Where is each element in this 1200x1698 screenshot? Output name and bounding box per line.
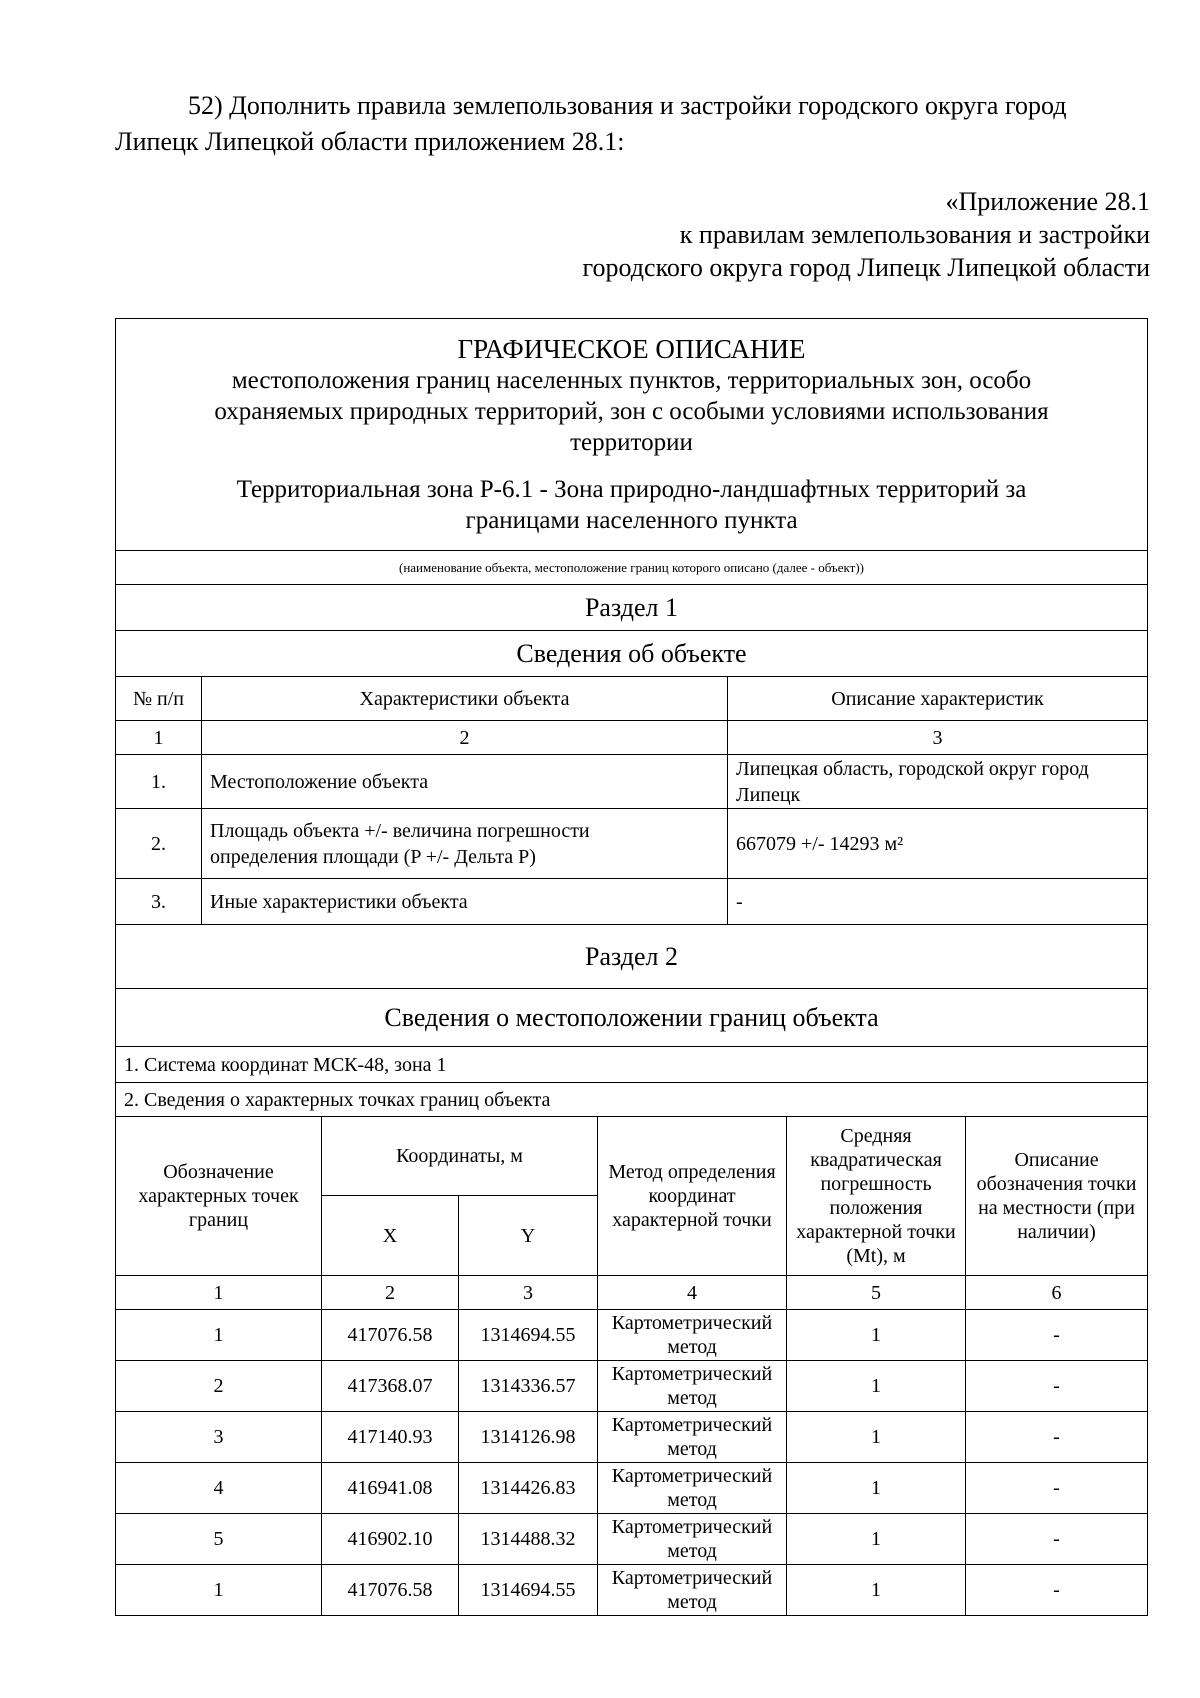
point-mt: 1 [787,1514,966,1565]
zone-name: Территориальная зона Р-6.1 - Зона природно-ландшафтных территорий за границами населенного пункта [236,476,1027,534]
point-method: Картометрический метод [598,1412,787,1463]
col-header-method: Метод определения координат характерной точки [598,1117,787,1276]
document-description: местоположения границ населенных пунктов, территориальных зон, особо охраняемых природных территорий, зон с особыми условиями использования территории [214,367,1049,456]
appendix-line-3: городского округа город Липецк Липецкой области [582,253,1150,282]
col-number: 6 [966,1276,1148,1310]
intro-line-2: Липецк Липецкой области приложением 28.1: [115,127,625,156]
row-characteristic: Местоположение объекта [202,755,728,809]
table-row [116,879,1148,925]
point-x: 416941.08 [322,1463,459,1514]
point-y: 1314488.32 [459,1514,598,1565]
document-header-cell [116,319,1148,551]
point-description: - [966,1361,1148,1412]
point-mt: 1 [787,1310,966,1361]
table-row [116,1463,1148,1514]
col-header-x: X [322,1196,459,1276]
row-num: 3. [116,879,202,925]
point-id: 2 [116,1361,322,1412]
point-mt: 1 [787,1412,966,1463]
point-id: 1 [116,1565,322,1616]
point-method: Картометрический метод [598,1310,787,1361]
point-description: - [966,1310,1148,1361]
object-name-note: (наименование объекта, местоположение границ которого описано (далее - объект)) [116,551,1148,585]
section1-title: Раздел 1 [116,585,1148,631]
col-number: 2 [202,721,728,755]
col-header-description: Описание характеристик [728,677,1148,721]
col-number: 4 [598,1276,787,1310]
col-header-designation: Обозначение характерных точек границ [116,1117,322,1276]
point-description: - [966,1463,1148,1514]
row-num: 2. [116,809,202,879]
col-number: 3 [728,721,1148,755]
point-mt: 1 [787,1565,966,1616]
point-method: Картометрический метод [598,1514,787,1565]
col-number: 1 [116,1276,322,1310]
table-row [116,1310,1148,1361]
point-method: Картометрический метод [598,1565,787,1616]
point-y: 1314694.55 [459,1310,598,1361]
row-value: Липецкая область, городской округ город Липецк [728,755,1148,809]
col-number: 3 [459,1276,598,1310]
appendix-line-1: «Приложение 28.1 [945,187,1150,216]
section1-table [115,318,1148,925]
col-header-num: № п/п [116,677,202,721]
appendix-line-2: к правилам землепользования и застройки [679,220,1150,249]
col-header-point-description: Описание обозначения точки на местности (при наличии) [966,1117,1148,1276]
col-number: 2 [322,1276,459,1310]
intro-paragraph [115,88,1155,160]
table-row [116,1361,1148,1412]
col-number: 1 [116,721,202,755]
point-y: 1314336.57 [459,1361,598,1412]
row-value: 667079 +/- 14293 м² [728,809,1148,879]
point-id: 1 [116,1310,322,1361]
section1-subtitle: Сведения об объекте [116,631,1148,677]
table-row [116,755,1148,809]
col-number: 5 [787,1276,966,1310]
table-row [116,1565,1148,1616]
point-id: 4 [116,1463,322,1514]
point-y: 1314694.55 [459,1565,598,1616]
row-value: - [728,879,1148,925]
coordinate-system: 1. Система координат МСК-48, зона 1 [116,1047,1148,1083]
point-x: 417140.93 [322,1412,459,1463]
section2-title: Раздел 2 [116,925,1148,989]
points-header: 2. Сведения о характерных точках границ объекта [116,1083,1148,1117]
document-title: ГРАФИЧЕСКОЕ ОПИСАНИЕ [457,334,806,364]
point-mt: 1 [787,1361,966,1412]
row-num: 1. [116,755,202,809]
row-characteristic: Иные характеристики объекта [202,879,728,925]
table-row [116,1514,1148,1565]
point-id: 5 [116,1514,322,1565]
point-x: 417076.58 [322,1310,459,1361]
table-row [116,809,1148,879]
point-method: Картометрический метод [598,1361,787,1412]
col-header-error: Средняя квадратическая погрешность положения характерной точки (Mt), м [787,1117,966,1276]
point-y: 1314126.98 [459,1412,598,1463]
point-method: Картометрический метод [598,1463,787,1514]
section2-subtitle: Сведения о местоположении границ объекта [116,989,1148,1047]
point-id: 3 [116,1412,322,1463]
table-row [116,1412,1148,1463]
point-description: - [966,1412,1148,1463]
point-x: 417076.58 [322,1565,459,1616]
point-description: - [966,1514,1148,1565]
point-x: 416902.10 [322,1514,459,1565]
col-header-characteristics: Характеристики объекта [202,677,728,721]
point-mt: 1 [787,1463,966,1514]
section2-table [115,924,1148,1616]
point-y: 1314426.83 [459,1463,598,1514]
point-description: - [966,1565,1148,1616]
col-header-y: Y [459,1196,598,1276]
appendix-heading [583,185,1150,284]
row-characteristic: Площадь объекта +/- величина погрешности определения площади (P +/- Дельта P) [202,809,728,879]
intro-line-1: 52) Дополнить правила землепользования и застройки городского округа город [188,91,1067,120]
point-x: 417368.07 [322,1361,459,1412]
col-header-coordinates: Координаты, м [322,1117,598,1196]
